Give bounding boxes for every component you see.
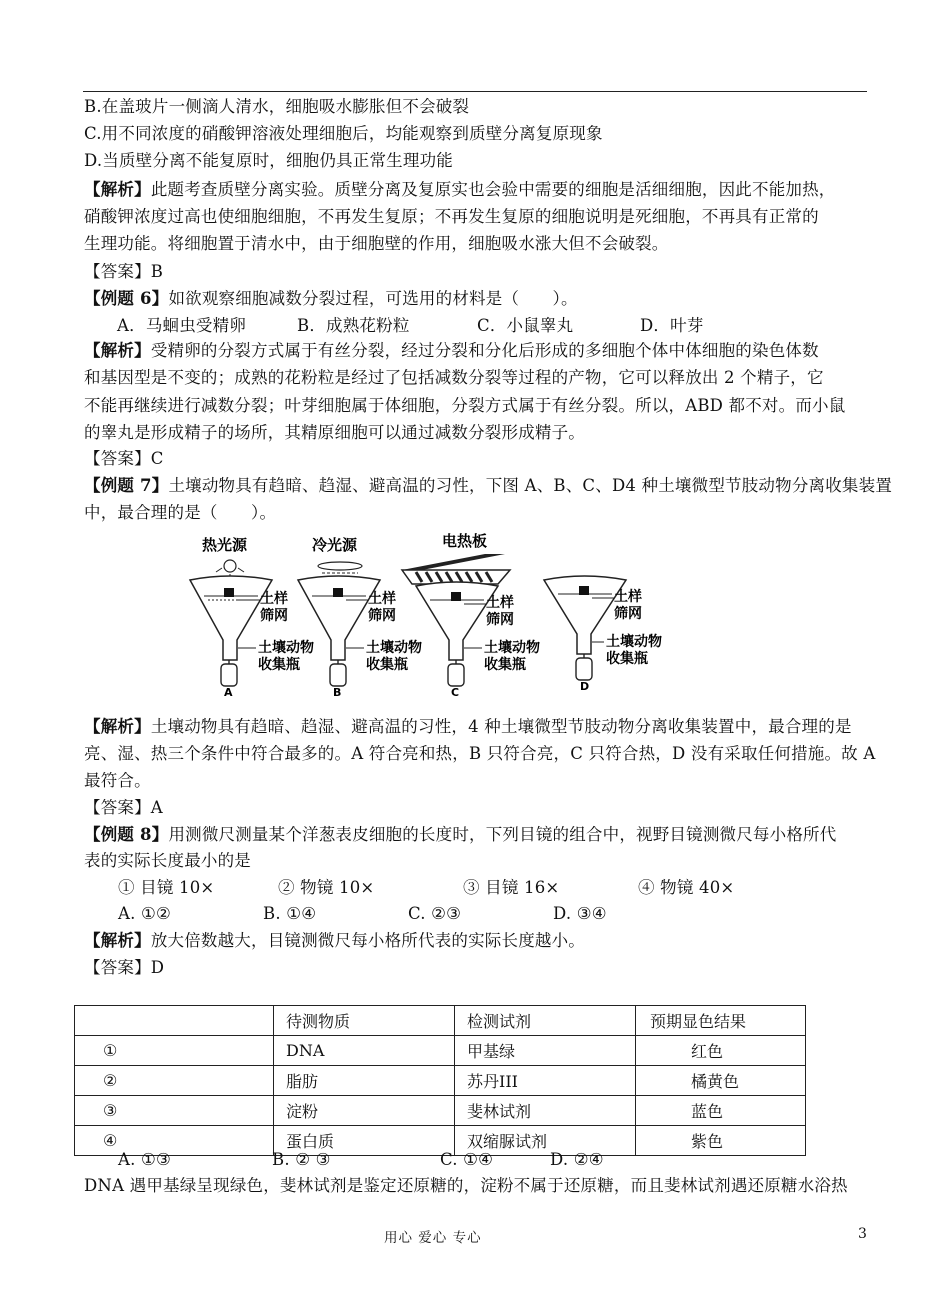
choice-c: C. ②③ [408, 904, 462, 923]
soil-sample-label: 土样 [368, 591, 396, 607]
analysis-line [84, 927, 585, 954]
text-line: DNA 遇甲基绿呈现绿色，斐林试剂是鉴定还原糖的，淀粉不属于还原糖，而且斐林试剂遇还原糖水浴热 [84, 1176, 848, 1195]
example-6-line [84, 285, 578, 312]
lens-options-line [118, 874, 734, 901]
table-cell [75, 1006, 274, 1036]
text-line: 最符合。 [84, 771, 151, 790]
choice-c: C. ①④ [440, 1150, 494, 1169]
text-line: 中，最合理的是（ ）。 [84, 503, 277, 522]
example-tag: 【例题 8】 [84, 825, 169, 844]
page-number: 3 [858, 1226, 867, 1242]
soil-animal-label: 土壤动物 [606, 634, 662, 650]
reagent-table [74, 1005, 806, 1156]
analysis-tag: 【解析】 [84, 717, 151, 736]
soil-animal-label: 土壤动物 [258, 640, 314, 656]
lens-option-2: ② 物镜 10× [278, 878, 375, 897]
table-cell: ④ [75, 1126, 274, 1156]
analysis-line [84, 713, 852, 740]
sieve-label: 筛网 [368, 608, 396, 624]
analysis-tag: 【解析】 [84, 931, 151, 950]
answer-line: 【答案】D [84, 958, 165, 977]
hot-light-label: 热光源 [202, 536, 248, 554]
choice-a: A. ①② [118, 904, 171, 923]
table-cell: 甲基绿 [455, 1036, 636, 1066]
answer-line: 【答案】A [84, 798, 163, 817]
sieve-label: 筛网 [614, 606, 642, 622]
table-cell: 脂肪 [274, 1066, 455, 1096]
collect-bottle-label: 收集瓶 [484, 657, 526, 673]
table-row [75, 1036, 806, 1066]
letter-a: A [224, 686, 233, 699]
option-d: D．叶芽 [640, 316, 704, 335]
table-cell: 红色 [636, 1036, 806, 1066]
answer-line: 【答案】C [84, 449, 164, 468]
sieve-label: 筛网 [486, 612, 514, 628]
analysis-tag: 【解析】 [84, 180, 151, 199]
text-line: 不能再继续进行减数分裂；叶芽细胞属于体细胞，分裂方式属于有丝分裂。所以，ABD 都不对。而小鼠 [84, 396, 846, 415]
lens-option-3: ③ 目镜 16× [463, 878, 560, 897]
text-line: 硝酸钾浓度过高也使细胞细胞，不再发生复原；不再发生复原的细胞说明是死细胞，不再具有正常的 [84, 207, 819, 226]
table-cell: 检测试剂 [455, 1006, 636, 1036]
heating-board-label: 电热板 [442, 532, 488, 550]
example-7-line [84, 472, 892, 499]
funnel-apparatus-figure [180, 528, 680, 700]
choice-d: D. ③④ [553, 904, 607, 923]
sieve-label: 筛网 [260, 608, 288, 624]
table-cell: DNA [274, 1036, 455, 1066]
analysis-line [84, 337, 819, 364]
text-line: 表的实际长度最小的是 [84, 851, 251, 870]
table-cell: 斐林试剂 [455, 1096, 636, 1126]
page-footer: 用心 爱心 专心 [384, 1230, 482, 1246]
example-8-line [84, 821, 836, 848]
choice-a: A. ①③ [118, 1150, 171, 1169]
analysis-text: 受精卵的分裂方式属于有丝分裂，经过分裂和分化后形成的多细胞个体中体细胞的染色体数 [150, 341, 819, 360]
collect-bottle-label: 收集瓶 [366, 657, 408, 673]
option-b: B．成熟花粉粒 [297, 316, 410, 335]
text-line: 生理功能。将细胞置于清水中，由于细胞壁的作用，细胞吸水涨大但不会破裂。 [84, 234, 669, 253]
cold-light-icon [318, 562, 362, 573]
text-line: 亮、湿、热三个条件中符合最多的。A 符合亮和热，B 只符合亮，C 只符合热，D 没有采取任何措施。故 A [84, 744, 876, 763]
soil-animal-label: 土壤动物 [366, 640, 422, 656]
choice-line [118, 900, 607, 927]
answer-line: 【答案】B [84, 262, 164, 281]
lens-option-4: ④ 物镜 40× [638, 878, 735, 897]
choice-b: B. ①④ [263, 904, 317, 923]
options-line [117, 312, 704, 339]
table-cell: 淀粉 [274, 1096, 455, 1126]
soil-sample-label: 土样 [486, 595, 514, 611]
lens-option-1: ① 目镜 10× [118, 878, 215, 897]
example-tag: 【例题 6】 [84, 289, 169, 308]
soil-sample-label: 土样 [260, 591, 288, 607]
letter-d: D [580, 680, 590, 693]
table-row [75, 1066, 806, 1096]
table-cell: 橘黄色 [636, 1066, 806, 1096]
table-cell: 苏丹III [455, 1066, 636, 1096]
heating-board-icon [402, 554, 510, 584]
soil-animal-label: 土壤动物 [484, 640, 540, 656]
cold-light-label: 冷光源 [312, 536, 358, 554]
collect-bottle-label: 收集瓶 [606, 651, 648, 667]
option-c: C．小鼠睾丸 [477, 316, 574, 335]
collect-bottle-label: 收集瓶 [258, 657, 300, 673]
table-cell: ② [75, 1066, 274, 1096]
option-a: A．马蛔虫受精卵 [117, 316, 247, 335]
analysis-tag: 【解析】 [84, 341, 151, 360]
example-tag: 【例题 7】 [84, 476, 169, 495]
table-cell: 紫色 [636, 1126, 806, 1156]
table-cell: ① [75, 1036, 274, 1066]
table-row [75, 1096, 806, 1126]
option-d-line: D.当质壁分离不能复原时，细胞仍具正常生理功能 [84, 151, 453, 170]
letter-b: B [333, 686, 342, 699]
table-cell: 蓝色 [636, 1096, 806, 1126]
analysis-line [84, 176, 836, 203]
text-line: 的睾丸是形成精子的场所，其精原细胞可以通过减数分裂形成精子。 [84, 423, 585, 442]
letter-c: C [451, 686, 460, 699]
table-cell: 待测物质 [274, 1006, 455, 1036]
option-c-line: C.用不同浓度的硝酸钾溶液处理细胞后，均能观察到质壁分离复原现象 [84, 124, 603, 143]
table-header-row [75, 1006, 806, 1036]
table-cell: 预期显色结果 [636, 1006, 806, 1036]
analysis-text: 放大倍数越大，目镜测微尺每小格所代表的实际长度越小。 [150, 931, 586, 950]
option-b-line: B.在盖玻片一侧滴人清水，细胞吸水膨胀但不会破裂 [84, 97, 470, 116]
header-rule [83, 91, 867, 92]
choice-d: D. ②④ [550, 1150, 604, 1169]
choice-line [118, 1146, 604, 1173]
analysis-text: 此题考查质壁分离实验。质壁分离及复原实也会验中需要的细胞是活细细胞，因此不能加热， [150, 180, 836, 199]
figure-letters [224, 680, 589, 699]
question-text: 用测微尺测量某个洋葱表皮细胞的长度时，下列目镜的组合中，视野目镜测微尺每小格所代 [168, 825, 837, 844]
question-text: 土壤动物具有趋暗、趋湿、避高温的习性，下图 A、B、C、D4 种土壤微型节肢动物分离收集装置 [168, 476, 893, 495]
soil-sample-label: 土样 [614, 589, 642, 605]
table-cell: ③ [75, 1096, 274, 1126]
question-text: 如欲观察细胞减数分裂过程，可选用的材料是（ ）。 [168, 289, 578, 308]
table-cell: 双缩脲试剂 [455, 1126, 636, 1156]
choice-b: B. ② ③ [272, 1150, 331, 1169]
analysis-text: 土壤动物具有趋暗、趋湿、避高温的习性，4 种土壤微型节肢动物分离收集装置中，最合理的是 [150, 717, 852, 736]
table-cell: 蛋白质 [274, 1126, 455, 1156]
text-line: 和基因型是不变的；成熟的花粉粒是经过了包括减数分裂等过程的产物，它可以释放出 2 个精子，它 [84, 368, 824, 387]
